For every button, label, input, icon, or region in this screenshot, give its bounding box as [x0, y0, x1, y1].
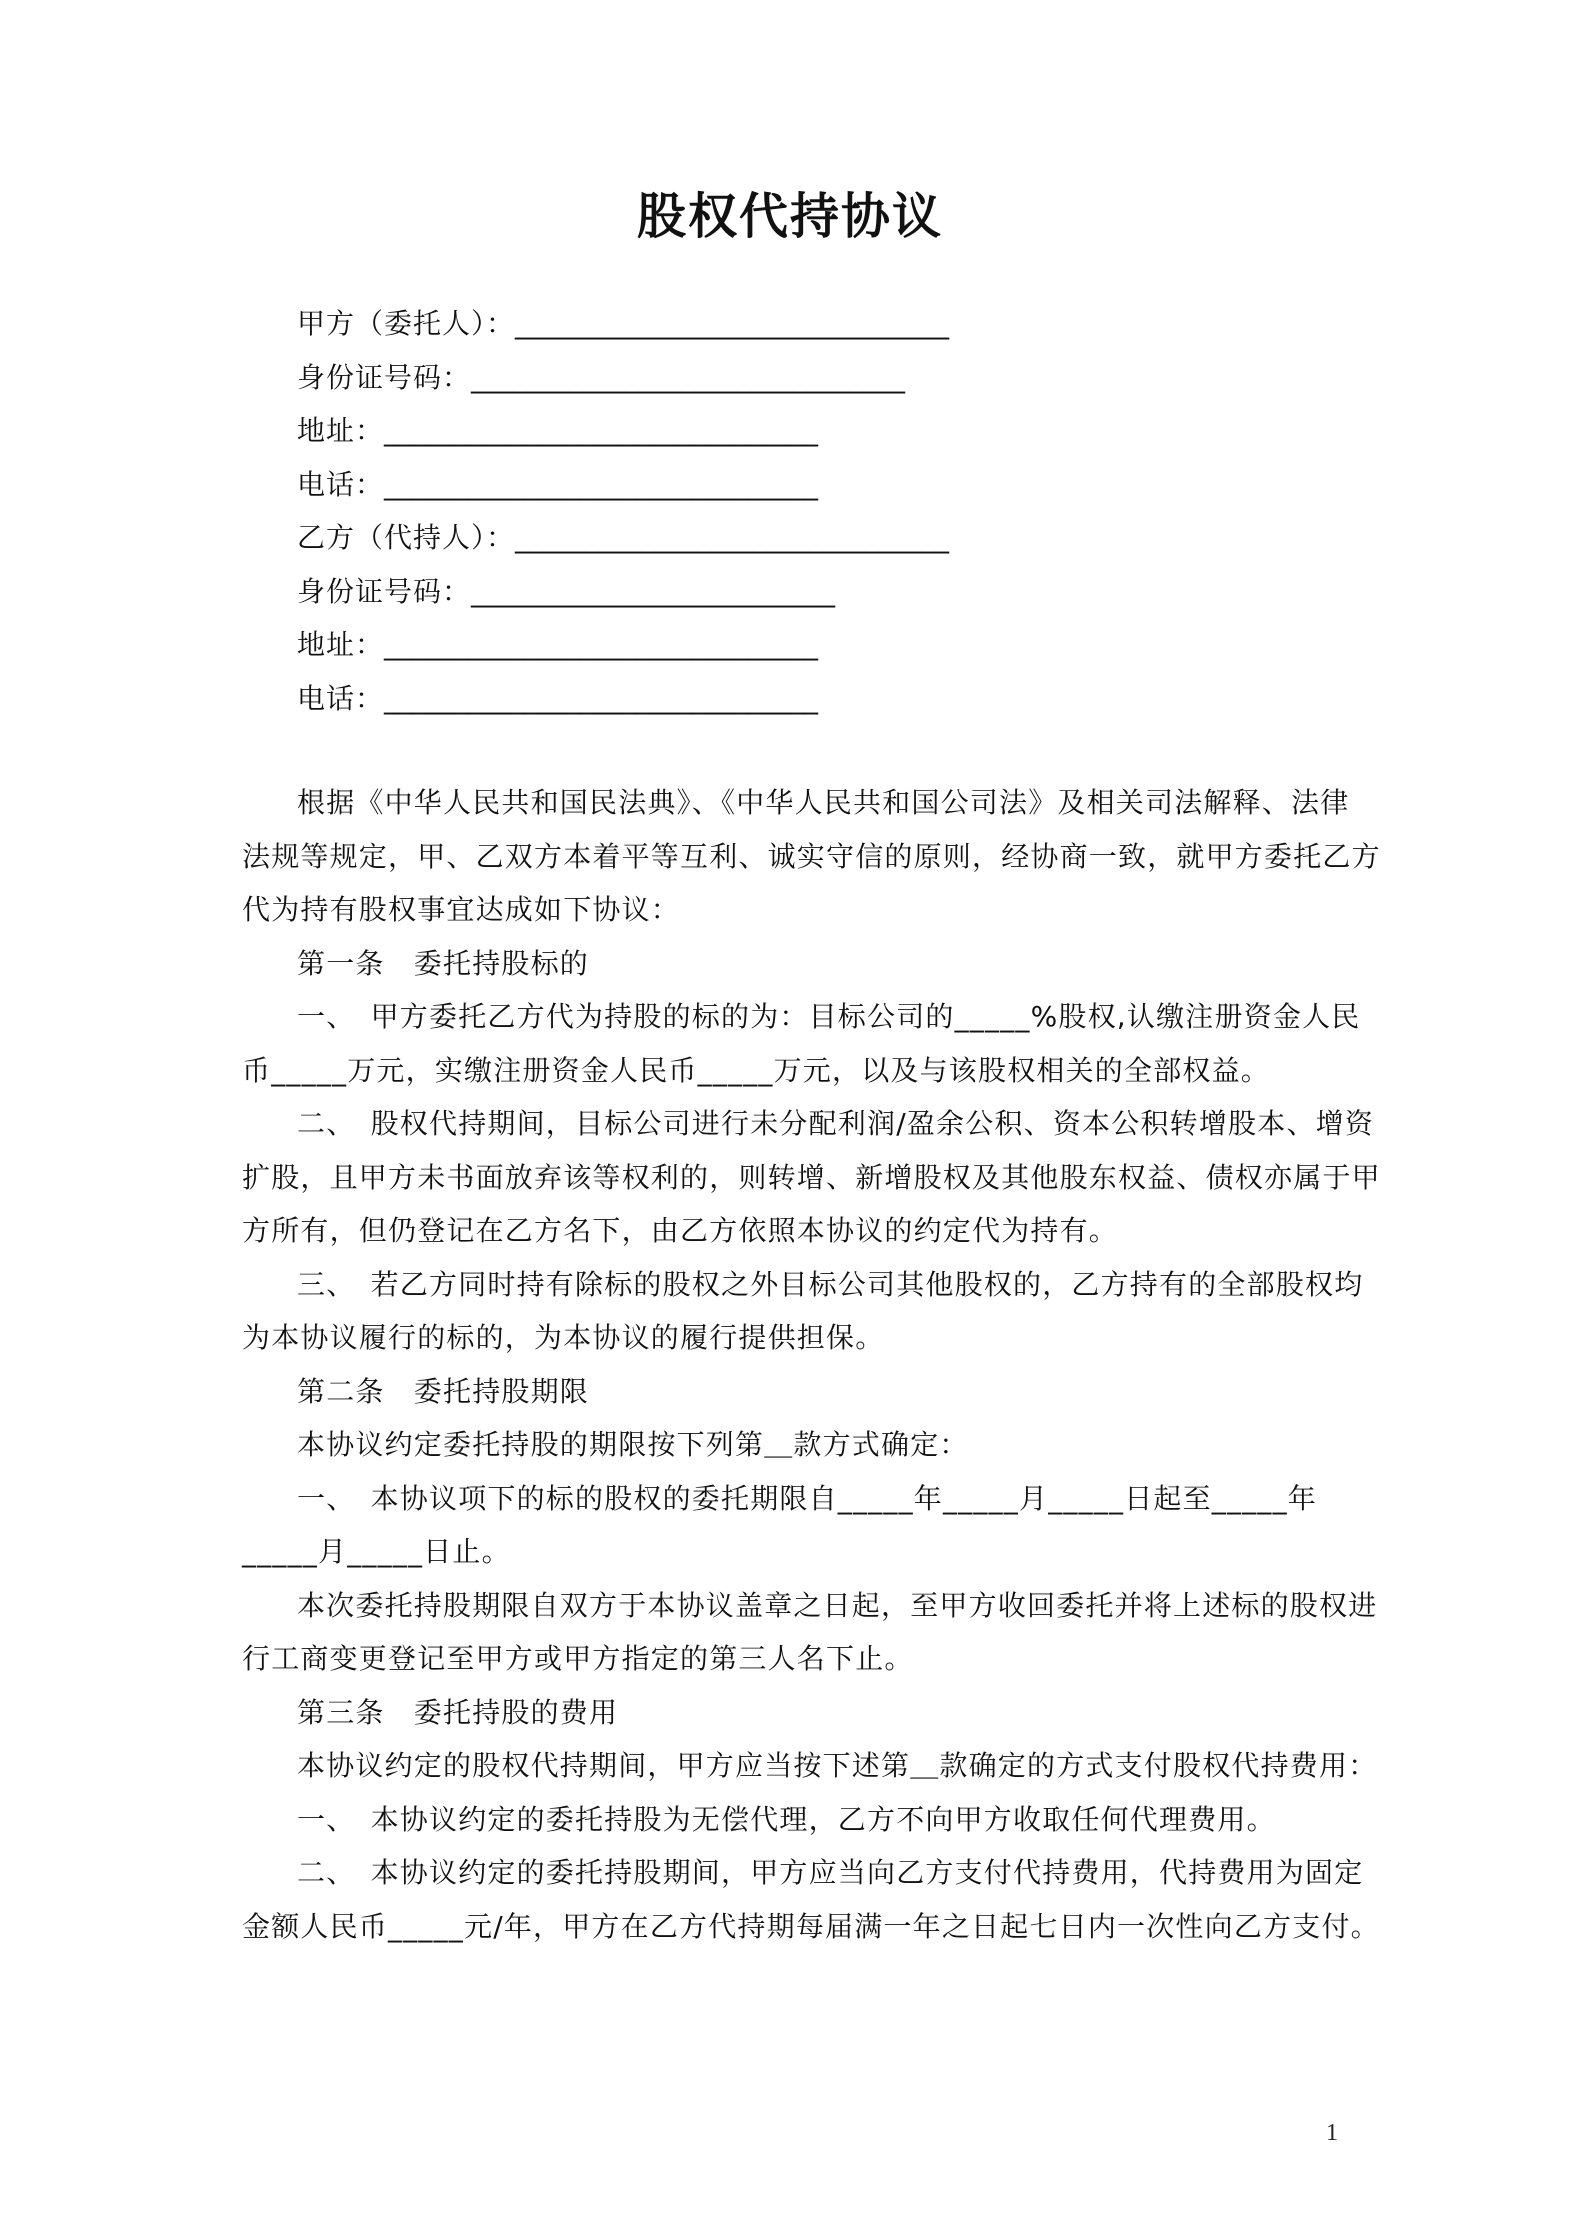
preamble-line-1: 根据《中华人民共和国民法典》、《中华人民共和国公司法》及相关司法解释、法律: [297, 786, 1350, 819]
party-b-address-label: 地址：: [297, 628, 385, 661]
document-title: 股权代持协议: [636, 188, 943, 245]
party-a-phone-blank: _______________________________: [384, 467, 819, 501]
article-3-clause-2-line-1: 二、 本协议约定的委托持股期间，甲方应当向乙方支付代持费用，代持费用为固定: [297, 1856, 1364, 1889]
article-1-clause-2-line-1: 二、 股权代持期间，目标公司进行未分配利润/盈余公积、资本公积转增股本、增资: [297, 1107, 1375, 1140]
article-3-clause-2-line-2: 金额人民币_____元/年，甲方在乙方代持期每届满一年之日起七日内一次性向乙方支付。: [242, 1909, 1380, 1943]
party-b-phone-blank: _______________________________: [384, 681, 819, 715]
article-2-clause-1-line-2: _____月_____日止。: [242, 1535, 511, 1568]
party-b-id-blank: __________________________: [471, 574, 836, 608]
party-a-address-label: 地址：: [297, 414, 385, 447]
party-b-phone-label: 电话：: [297, 681, 385, 715]
article-1-clause-2-line-3: 方所有，但仍登记在乙方名下，由乙方依照本协议的约定代为持有。: [242, 1214, 1119, 1247]
article-1-heading: 第一条 委托持股标的: [297, 946, 590, 980]
article-1-clause-2-line-2: 扩股，且甲方未书面放弃该等权利的，则转增、新增股权及其他股东权益、债权亦属于甲: [242, 1160, 1381, 1194]
article-1-clause-3-line-2: 为本协议履行的标的，为本协议的履行提供担保。: [242, 1321, 885, 1354]
article-1-clause-3-line-1: 三、 若乙方同时持有除标的股权之外目标公司其他股权的，乙方持有的全部股权均: [297, 1267, 1364, 1301]
preamble-line-3: 代为持有股权事宜达成如下协议：: [242, 893, 681, 926]
party-b-address-line: [297, 618, 1397, 672]
party-b-address-blank: _______________________________: [384, 628, 819, 661]
agreement-body: [242, 776, 1381, 1953]
party-b-id-line: [297, 565, 1397, 619]
article-1-clause-1-line-2: 币_____万元，实缴注册资金人民币_____万元，以及与该股权相关的全部权益。: [242, 1053, 1271, 1087]
party-a-phone-label: 电话：: [297, 467, 385, 501]
party-b-phone-line: [297, 672, 1397, 726]
page-number: 1: [1326, 2120, 1338, 2146]
article-2-heading: 第二条 委托持股期限: [297, 1374, 590, 1408]
party-a-blank: _______________________________: [515, 307, 950, 340]
article-2-intro: 本协议约定委托持股的期限按下列第＿款方式确定：: [297, 1428, 969, 1461]
party-a-line: [297, 297, 1397, 351]
party-a-phone-line: [297, 458, 1397, 512]
article-1-clause-1-line-1: 一、 甲方委托乙方代为持股的标的为：目标公司的_____%股权,认缴注册资金人民: [297, 1000, 1361, 1033]
party-a-address-blank: _______________________________: [384, 414, 819, 447]
party-info-block: [297, 297, 1397, 725]
party-b-line: [297, 511, 1397, 565]
article-3-heading: 第三条 委托持股的费用: [297, 1695, 619, 1729]
article-2-clause-2-line-1: 本次委托持股期限自双方于本协议盖章之日起，至甲方收回委托并将上述标的股权进: [297, 1588, 1378, 1622]
party-a-label: 甲方（委托人）：: [297, 307, 516, 340]
party-a-id-label: 身份证号码：: [297, 360, 472, 394]
party-a-address-line: [297, 404, 1397, 458]
party-b-blank: _______________________________: [515, 521, 950, 554]
article-3-intro: 本协议约定的股权代持期间，甲方应当按下述第＿款确定的方式支付股权代持费用：: [297, 1749, 1378, 1782]
preamble-line-2: 法规等规定，甲、乙双方本着平等互利、诚实守信的原则，经协商一致，就甲方委托乙方: [242, 839, 1381, 873]
party-a-id-line: [297, 351, 1397, 405]
article-3-clause-1: 一、 本协议约定的委托持股为无偿代理，乙方不向甲方收取任何代理费用。: [297, 1802, 1276, 1836]
article-2-clause-1-line-1: 一、 本协议项下的标的股权的委托期限自_____年_____月_____日起至_____年: [297, 1481, 1318, 1515]
article-2-clause-2-line-2: 行工商变更登记至甲方或甲方指定的第三人名下止。: [242, 1642, 914, 1675]
party-a-id-blank: _______________________________: [471, 360, 906, 394]
party-b-label: 乙方（代持人）：: [297, 521, 516, 554]
party-b-id-label: 身份证号码：: [297, 574, 472, 608]
